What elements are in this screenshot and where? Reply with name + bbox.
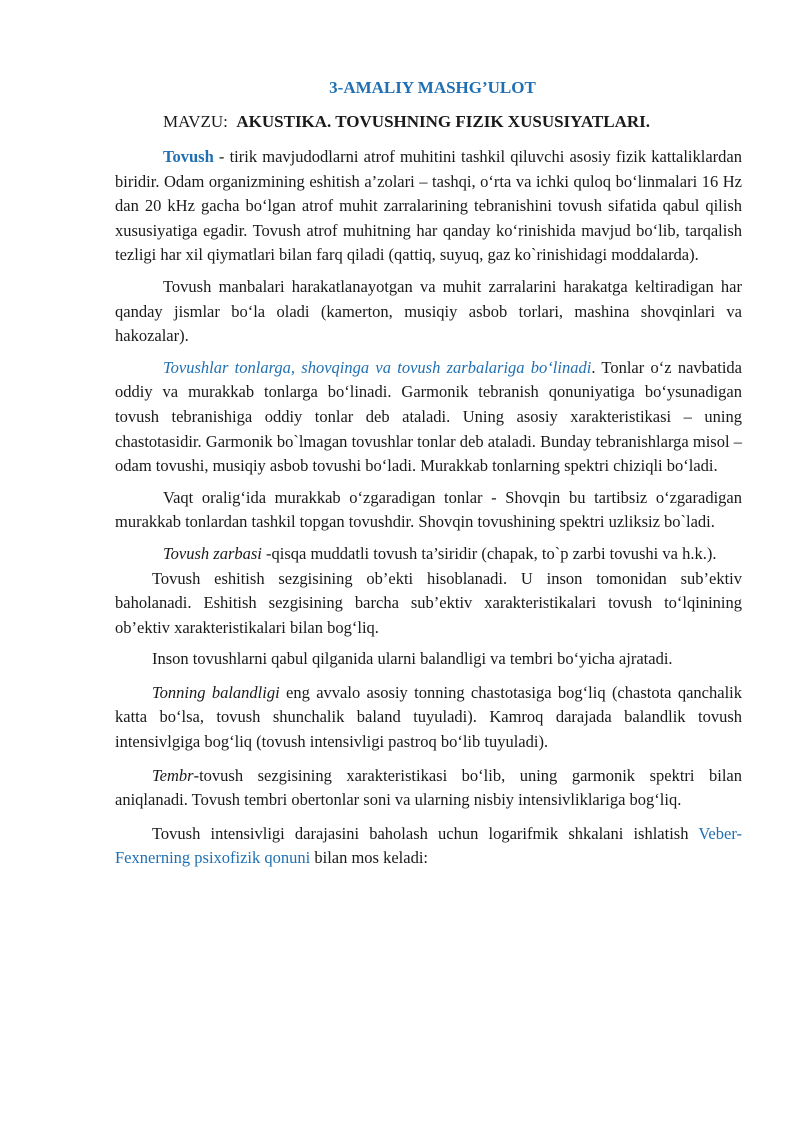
paragraph-timbre bbox=[115, 764, 742, 813]
paragraph-intensity bbox=[115, 822, 742, 871]
paragraph-distinguish bbox=[115, 647, 742, 672]
topic-label: MAVZU: bbox=[163, 112, 228, 131]
paragraph-text: . Tonlar o‘z navbatida oddiy va murakkab tonlarga bo‘linadi. Garmonik tebranish qonuniyatiga bo‘ysunadigan tovush tebranishiga oddiy tonlar deb ataladi. Uning asosiy xarakteristikasi – uning chastotasidir. Garmonik bo`lmagan tovushlar tonlar deb ataladi. Bunday tebranishlarga misol – odam tovushi, musiqiy asbob tovushi bo‘ladi. Murakkab tonlarning spektri chiziqli bo‘ladi. bbox=[115, 357, 742, 476]
paragraph-text: -qisqa muddatli tovush ta’siridir (chapak, to`p zarbi tovushi va h.k.). bbox=[261, 543, 717, 563]
paragraph-perception bbox=[115, 567, 742, 641]
paragraph-noise bbox=[115, 486, 742, 535]
paragraph-text: Vaqt oralig‘ida murakkab o‘zgaradigan tonlar - Shovqin bu tartibsiz o‘zgaradigan murakkab tonlardan tashkil topgan tovushdir. Shovqin tovushining spektri uzliksiz bo`ladi. bbox=[115, 487, 742, 532]
term-tovush: Tovush bbox=[163, 147, 214, 166]
paragraph-text: Tovush eshitish sezgisining ob’ekti hisoblanadi. U inson tomonidan sub’ektiv baholanadi. Eshitish sezgisining barcha sub’ektiv xarakteristikalari tovush to‘lqinining ob’ektiv xarakteristikalari bilan bog‘liq. bbox=[115, 568, 742, 637]
paragraph-text: -tovush sezgisining xarakteristikasi bo‘lib, uning garmonik spektri bilan aniqlanadi. Tovush tembri obertonlar soni va ularning nisbiy intensivliklariga bog‘liq. bbox=[115, 765, 742, 810]
paragraph-impulse bbox=[115, 542, 742, 567]
document-page bbox=[115, 76, 742, 878]
paragraph-text: Inson tovushlarni qabul qilganida ularni balandligi va tembri bo‘yicha ajratadi. bbox=[152, 649, 673, 669]
term-types: Tovushlar tonlarga, shovqinga va tovush zarbalariga bo‘linadi bbox=[163, 357, 592, 377]
term-pitch: Tonning balandligi bbox=[152, 682, 280, 702]
paragraph-text: Tovush manbalari harakatlanayotgan va muhit zarralarini harakatga keltiradigan har qanday jismlar bo‘la oladi (kamerton, musiqiy asbob torlari, mashina shovqinlari va hakozalar). bbox=[115, 276, 742, 346]
topic-text: AKUSTIKA. TOVUSHNING FIZIK XUSUSIYATLARI. bbox=[236, 112, 650, 131]
term-timbre: Tembr bbox=[152, 765, 194, 785]
paragraph-pitch bbox=[115, 681, 742, 755]
paragraph-text-tail: bilan mos keladi: bbox=[310, 848, 429, 868]
paragraph-text: eng avvalo asosiy tonning chastotasiga bog‘liq (chastota qanchalik katta bo‘lsa, tovush shunchalik baland tuyuladi). Kamroq darajada balandlik tovush intensivlgiga bog‘liq (tovush intensivligi pastroq bo‘lib tuyuladi). bbox=[115, 682, 742, 752]
paragraph-sources bbox=[115, 275, 742, 349]
term-impulse: Tovush zarbasi bbox=[163, 543, 262, 563]
topic-line bbox=[115, 110, 742, 134]
paragraph-text: - tirik mavjudodlarni atrof muhitini tashkil qiluvchi asosiy fizik kattaliklardan biridir. Odam organizmining eshitish a’zolari – tashqi, o‘rta va ichki quloq bo‘linmalari 16 Hz dan 20 kHz gacha bo‘lgan atrof muhit zarralarining tebranishini tovush sifatida qabul qilish xususiyatiga egadir. Tovush atrof muhitning har qanday ko‘rinishida mavjud bo‘lib, tarqalish tezligi har xil qiymatlari bilan farq qiladi (qattiq, suyuq, gaz ko`rinishidagi moddalarda). bbox=[115, 147, 742, 265]
weber-fechner-link[interactable]: Veber-Fexnerning psixofizik qonuni bbox=[115, 823, 742, 868]
paragraph-tovush bbox=[115, 145, 742, 268]
page-title: 3-AMALIY MASHG’ULOT bbox=[329, 78, 536, 97]
paragraph-text: Tovush intensivligi darajasini baholash uchun logarifmik shkalani ishlatish bbox=[152, 823, 699, 843]
paragraph-types bbox=[115, 356, 742, 479]
